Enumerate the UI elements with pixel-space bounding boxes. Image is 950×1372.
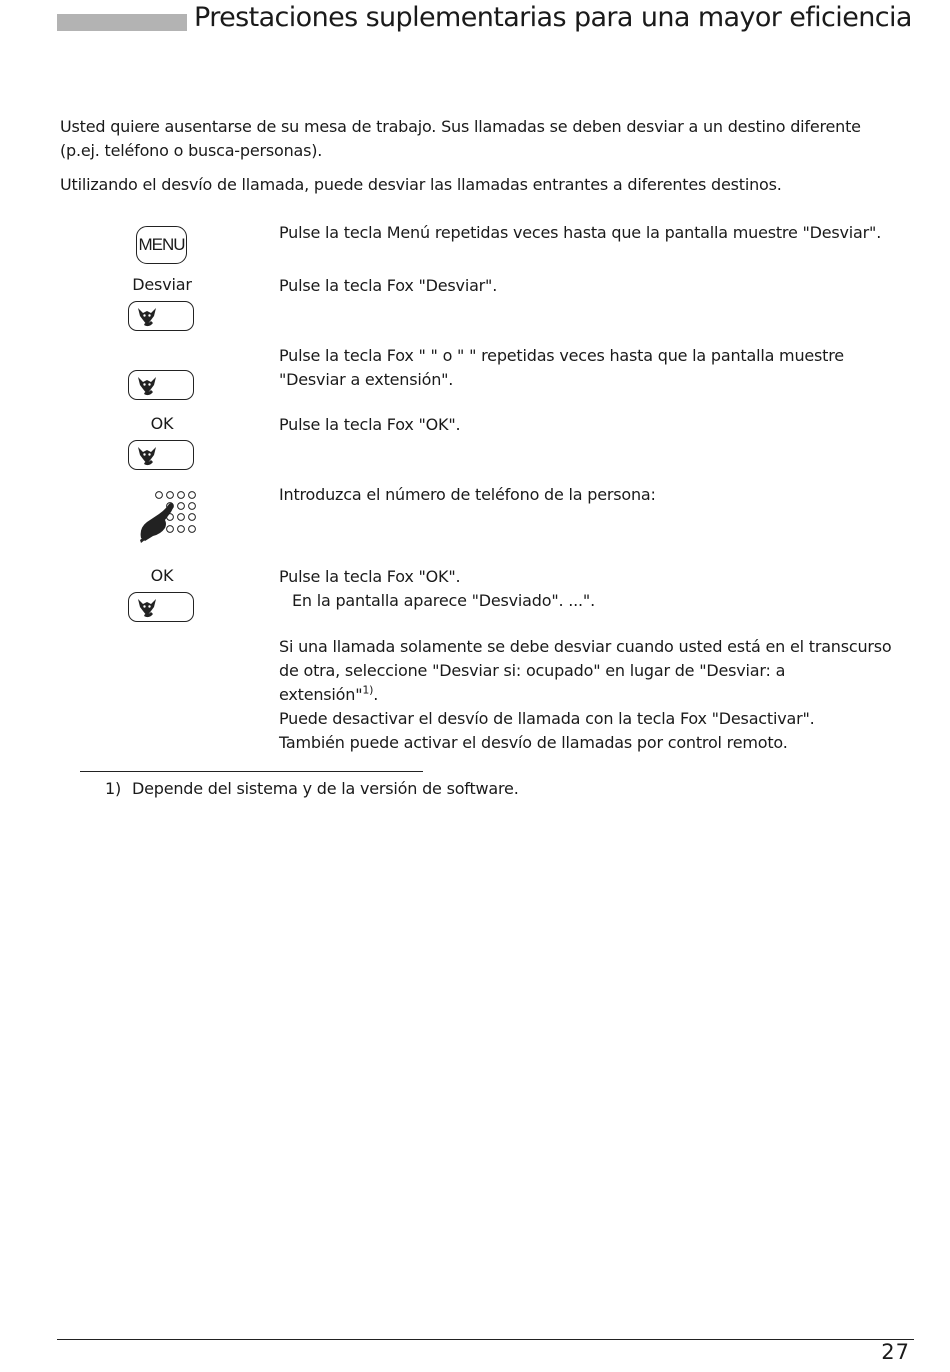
intro-paragraph-2: Utilizando el desvío de llamada, puede desviar las llamadas entrantes a diferentes destinos.: [60, 175, 782, 194]
header-bar: [57, 14, 187, 31]
note-line-1: Si una llamada solamente se debe desviar cuando usted está en el transcurso: [279, 637, 892, 656]
step-4-text: Pulse la tecla Fox "OK".: [279, 415, 461, 434]
page-title: Prestaciones suplementarias para una mayor eficiencia: [194, 2, 912, 33]
footnote-divider: [80, 771, 423, 772]
step-4-key-label: OK: [150, 414, 174, 433]
fox-key-icon: [128, 592, 194, 622]
step-1-text: Pulse la tecla Menú repetidas veces hasta que la pantalla muestre "Desviar".: [279, 223, 882, 242]
page-number: 27: [881, 1340, 910, 1364]
step-6-line-1: Pulse la tecla Fox "OK".: [279, 567, 461, 586]
fox-key-icon: [128, 301, 194, 331]
step-3-line-2: "Desviar a extensión".: [279, 370, 454, 389]
note-line-2: de otra, seleccione "Desviar si: ocupado" en lugar de "Desviar: a: [279, 661, 786, 680]
step-3-line-1: Pulse la tecla Fox " " o " " repetidas veces hasta que la pantalla muestre: [279, 346, 844, 365]
note-paragraph: [279, 635, 904, 755]
note-line-3-end: .: [373, 685, 379, 704]
footnote-ref: 1): [362, 683, 374, 697]
menu-key-icon: MENU: [136, 226, 187, 264]
footnote: [105, 779, 519, 798]
step-2-text: Pulse la tecla Fox "Desviar".: [279, 276, 498, 295]
fox-key-icon: [128, 370, 194, 400]
note-line-3-text: extensión": [279, 685, 363, 704]
step-6-key-label: OK: [150, 566, 174, 585]
note-line-3: [279, 683, 904, 707]
step-2-key-label: Desviar: [132, 275, 192, 294]
step-5-text: Introduzca el número de teléfono de la persona:: [279, 485, 656, 504]
footer-divider: [57, 1339, 914, 1340]
step-3-text: [279, 344, 904, 392]
note-line-5: También puede activar el desvío de llamadas por control remoto.: [279, 733, 788, 752]
footnote-number: 1): [105, 779, 122, 798]
keypad-icon: [137, 488, 207, 548]
step-6-line-2: En la pantalla aparece "Desviado". ...".: [292, 591, 595, 610]
note-line-4: Puede desactivar el desvío de llamada con la tecla Fox "Desactivar".: [279, 709, 815, 728]
intro-paragraph-1: Usted quiere ausentarse de su mesa de trabajo. Sus llamadas se deben desviar a un destino diferente (p.ej. teléfono o busca-personas).: [60, 117, 861, 160]
step-6-text: [279, 565, 904, 613]
footnote-text: Depende del sistema y de la versión de software.: [132, 779, 519, 798]
fox-key-icon: [128, 440, 194, 470]
